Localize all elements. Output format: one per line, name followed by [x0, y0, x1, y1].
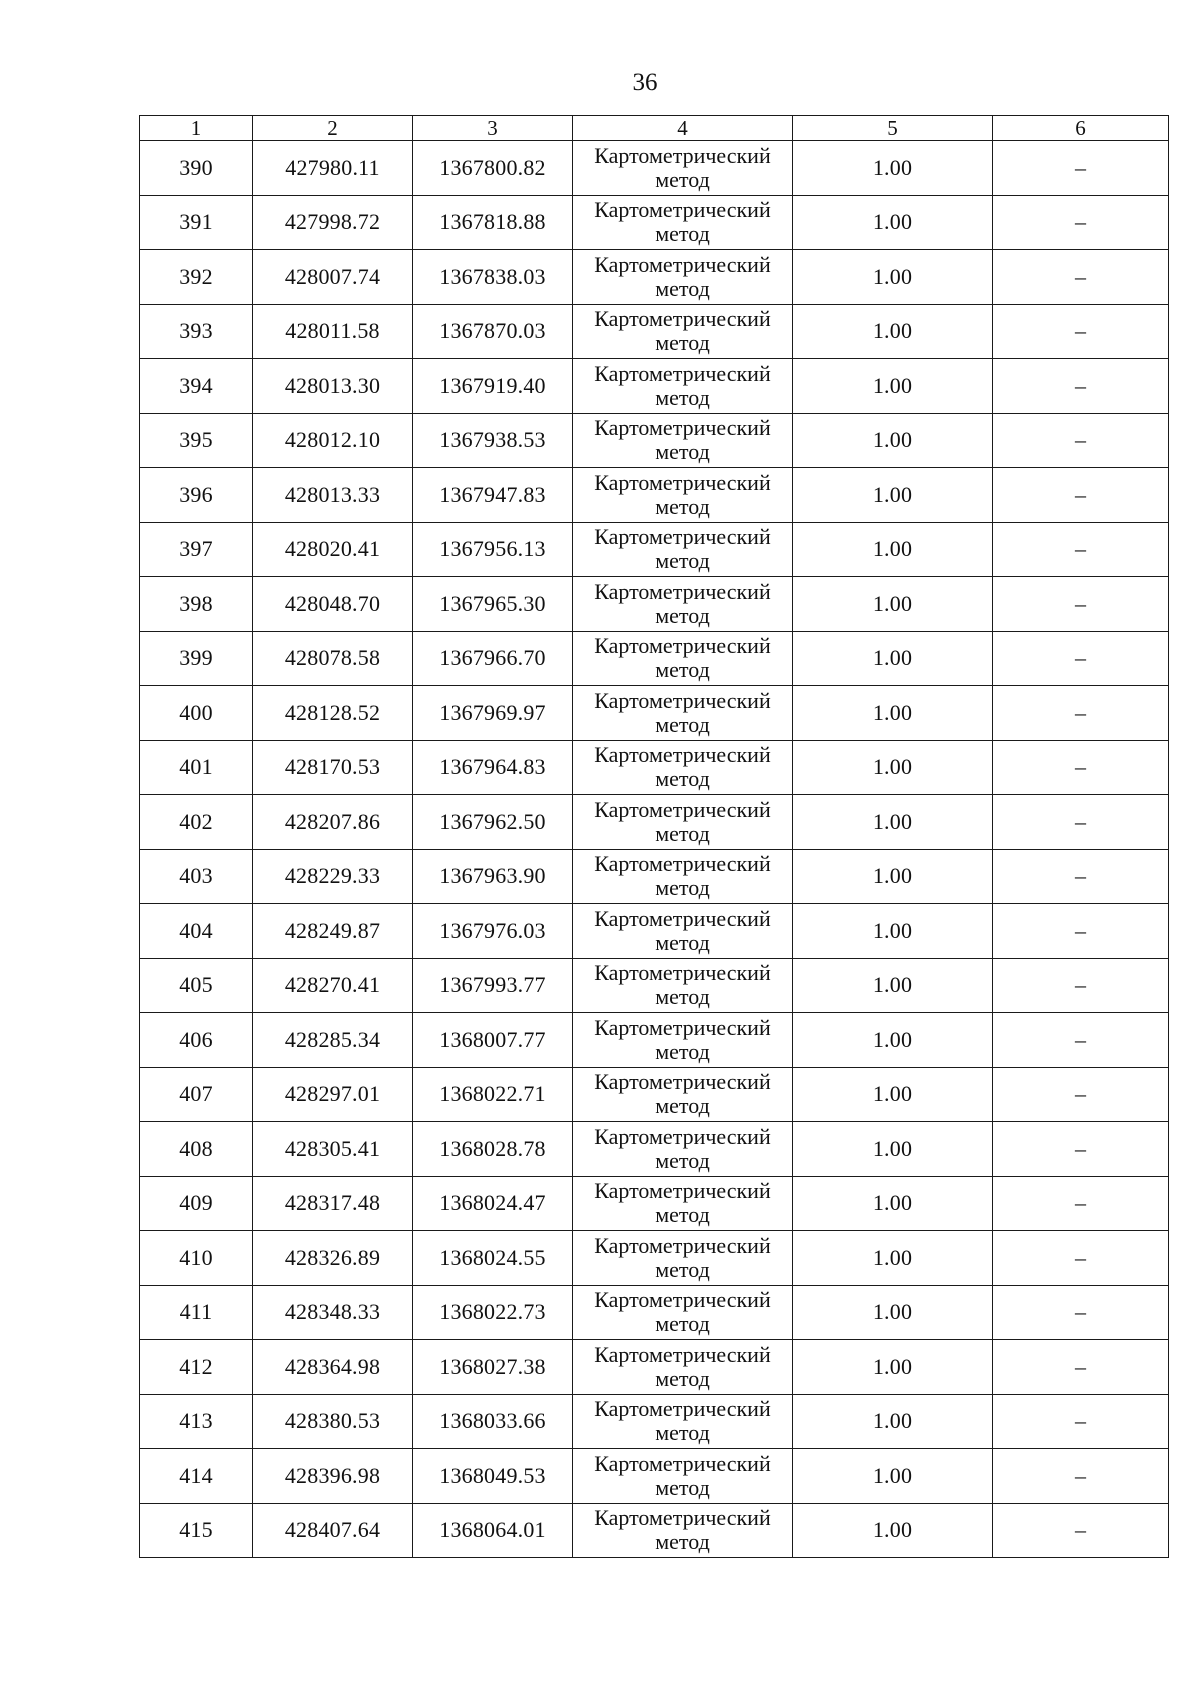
- point-number-cell: 406: [140, 1013, 253, 1068]
- note-cell: –: [993, 304, 1169, 359]
- note-cell: –: [993, 1340, 1169, 1395]
- method-cell: [573, 686, 793, 741]
- point-number-cell: 393: [140, 304, 253, 359]
- header-col-3: 3: [413, 116, 573, 141]
- accuracy-cell: 1.00: [793, 795, 993, 850]
- header-row: [140, 116, 1169, 141]
- method-text-line-2: метод: [655, 984, 710, 1010]
- x-coordinate-cell: 428270.41: [253, 958, 413, 1013]
- method-cell: [573, 250, 793, 305]
- y-coordinate-cell: 1367993.77: [413, 958, 573, 1013]
- y-coordinate-cell: 1368028.78: [413, 1122, 573, 1177]
- note-cell: –: [993, 1449, 1169, 1504]
- method-text-line-2: метод: [655, 711, 710, 737]
- method-text-line-2: метод: [655, 275, 710, 301]
- method-text-line-2: метод: [655, 439, 710, 465]
- method-text-line-2: метод: [655, 1093, 710, 1119]
- x-coordinate-cell: 428348.33: [253, 1285, 413, 1340]
- accuracy-cell: 1.00: [793, 359, 993, 414]
- method-cell: [573, 1394, 793, 1449]
- x-coordinate-cell: 428407.64: [253, 1503, 413, 1558]
- method-text-line-2: метод: [655, 1365, 710, 1391]
- accuracy-cell: 1.00: [793, 1122, 993, 1177]
- header-col-5: 5: [793, 116, 993, 141]
- accuracy-cell: 1.00: [793, 250, 993, 305]
- accuracy-cell: 1.00: [793, 141, 993, 196]
- accuracy-cell: 1.00: [793, 904, 993, 959]
- point-number-cell: 411: [140, 1285, 253, 1340]
- point-number-cell: 391: [140, 195, 253, 250]
- method-text-line-2: метод: [655, 493, 710, 519]
- method-text-line-1: Картометрический: [594, 1232, 771, 1258]
- table-row: [140, 795, 1169, 850]
- table-row: [140, 1340, 1169, 1395]
- method-text-line-1: Картометрический: [594, 1287, 771, 1313]
- point-number-cell: 397: [140, 522, 253, 577]
- accuracy-cell: 1.00: [793, 413, 993, 468]
- note-cell: –: [993, 740, 1169, 795]
- method-text-line-1: Картометрический: [594, 796, 771, 822]
- point-number-cell: 404: [140, 904, 253, 959]
- table-row: [140, 522, 1169, 577]
- table-header: [140, 116, 1169, 141]
- method-cell: [573, 631, 793, 686]
- table-row: [140, 740, 1169, 795]
- y-coordinate-cell: 1368024.47: [413, 1176, 573, 1231]
- table-row: [140, 1176, 1169, 1231]
- method-text-line-1: Картометрический: [594, 1450, 771, 1476]
- x-coordinate-cell: 428396.98: [253, 1449, 413, 1504]
- x-coordinate-cell: 427998.72: [253, 195, 413, 250]
- table-row: [140, 304, 1169, 359]
- accuracy-cell: 1.00: [793, 522, 993, 577]
- method-text-line-1: Картометрический: [594, 851, 771, 877]
- accuracy-cell: 1.00: [793, 1449, 993, 1504]
- x-coordinate-cell: 428020.41: [253, 522, 413, 577]
- method-text-line-2: метод: [655, 384, 710, 410]
- point-number-cell: 401: [140, 740, 253, 795]
- method-cell: [573, 1449, 793, 1504]
- method-text-line-1: Картометрический: [594, 687, 771, 713]
- y-coordinate-cell: 1367963.90: [413, 849, 573, 904]
- table-row: [140, 250, 1169, 305]
- method-text-line-1: Картометрический: [594, 251, 771, 277]
- table-row: [140, 849, 1169, 904]
- method-cell: [573, 904, 793, 959]
- method-text-line-2: метод: [655, 166, 710, 192]
- table-row: [140, 359, 1169, 414]
- x-coordinate-cell: 428380.53: [253, 1394, 413, 1449]
- x-coordinate-cell: 428048.70: [253, 577, 413, 632]
- accuracy-cell: 1.00: [793, 1340, 993, 1395]
- y-coordinate-cell: 1367964.83: [413, 740, 573, 795]
- accuracy-cell: 1.00: [793, 1067, 993, 1122]
- x-coordinate-cell: 428326.89: [253, 1231, 413, 1286]
- accuracy-cell: 1.00: [793, 468, 993, 523]
- header-col-4: 4: [573, 116, 793, 141]
- y-coordinate-cell: 1368007.77: [413, 1013, 573, 1068]
- note-cell: –: [993, 1231, 1169, 1286]
- y-coordinate-cell: 1367956.13: [413, 522, 573, 577]
- method-text-line-2: метод: [655, 1529, 710, 1555]
- note-cell: –: [993, 958, 1169, 1013]
- method-cell: [573, 1503, 793, 1558]
- table-row: [140, 577, 1169, 632]
- note-cell: –: [993, 359, 1169, 414]
- method-text-line-2: метод: [655, 766, 710, 792]
- note-cell: –: [993, 141, 1169, 196]
- accuracy-cell: 1.00: [793, 849, 993, 904]
- note-cell: –: [993, 1285, 1169, 1340]
- coordinates-table: [139, 115, 1169, 1558]
- method-text-line-1: Картометрический: [594, 524, 771, 550]
- point-number-cell: 399: [140, 631, 253, 686]
- method-text-line-1: Картометрический: [594, 960, 771, 986]
- y-coordinate-cell: 1368049.53: [413, 1449, 573, 1504]
- y-coordinate-cell: 1367965.30: [413, 577, 573, 632]
- accuracy-cell: 1.00: [793, 686, 993, 741]
- method-text-line-1: Картометрический: [594, 415, 771, 441]
- accuracy-cell: 1.00: [793, 740, 993, 795]
- accuracy-cell: 1.00: [793, 1013, 993, 1068]
- accuracy-cell: 1.00: [793, 1394, 993, 1449]
- note-cell: –: [993, 1503, 1169, 1558]
- method-text-line-2: метод: [655, 1311, 710, 1337]
- note-cell: –: [993, 1122, 1169, 1177]
- method-text-line-2: метод: [655, 929, 710, 955]
- method-text-line-2: метод: [655, 548, 710, 574]
- point-number-cell: 414: [140, 1449, 253, 1504]
- method-cell: [573, 1340, 793, 1395]
- x-coordinate-cell: 428078.58: [253, 631, 413, 686]
- note-cell: –: [993, 1013, 1169, 1068]
- note-cell: –: [993, 250, 1169, 305]
- method-text-line-2: метод: [655, 875, 710, 901]
- method-text-line-1: Картометрический: [594, 360, 771, 386]
- y-coordinate-cell: 1368027.38: [413, 1340, 573, 1395]
- method-cell: [573, 849, 793, 904]
- y-coordinate-cell: 1367838.03: [413, 250, 573, 305]
- note-cell: –: [993, 686, 1169, 741]
- y-coordinate-cell: 1368022.71: [413, 1067, 573, 1122]
- method-cell: [573, 1176, 793, 1231]
- method-cell: [573, 740, 793, 795]
- method-text-line-2: метод: [655, 1420, 710, 1446]
- y-coordinate-cell: 1368024.55: [413, 1231, 573, 1286]
- note-cell: –: [993, 413, 1169, 468]
- method-cell: [573, 413, 793, 468]
- point-number-cell: 413: [140, 1394, 253, 1449]
- header-col-2: 2: [253, 116, 413, 141]
- method-cell: [573, 1067, 793, 1122]
- x-coordinate-cell: 428011.58: [253, 304, 413, 359]
- table-row: [140, 686, 1169, 741]
- point-number-cell: 392: [140, 250, 253, 305]
- note-cell: –: [993, 1067, 1169, 1122]
- x-coordinate-cell: 428007.74: [253, 250, 413, 305]
- point-number-cell: 412: [140, 1340, 253, 1395]
- note-cell: –: [993, 468, 1169, 523]
- y-coordinate-cell: 1367962.50: [413, 795, 573, 850]
- point-number-cell: 408: [140, 1122, 253, 1177]
- y-coordinate-cell: 1368022.73: [413, 1285, 573, 1340]
- method-text-line-1: Картометрический: [594, 1505, 771, 1531]
- method-text-line-1: Картометрический: [594, 1069, 771, 1095]
- accuracy-cell: 1.00: [793, 304, 993, 359]
- table-row: [140, 904, 1169, 959]
- accuracy-cell: 1.00: [793, 1176, 993, 1231]
- y-coordinate-cell: 1367870.03: [413, 304, 573, 359]
- y-coordinate-cell: 1367919.40: [413, 359, 573, 414]
- method-text-line-1: Картометрический: [594, 742, 771, 768]
- note-cell: –: [993, 1394, 1169, 1449]
- method-text-line-2: метод: [655, 1202, 710, 1228]
- table-row: [140, 413, 1169, 468]
- method-cell: [573, 958, 793, 1013]
- method-text-line-1: Картометрический: [594, 1396, 771, 1422]
- y-coordinate-cell: 1367969.97: [413, 686, 573, 741]
- note-cell: –: [993, 522, 1169, 577]
- x-coordinate-cell: 428013.33: [253, 468, 413, 523]
- method-cell: [573, 1013, 793, 1068]
- point-number-cell: 410: [140, 1231, 253, 1286]
- method-text-line-2: метод: [655, 1474, 710, 1500]
- table-row: [140, 1231, 1169, 1286]
- note-cell: –: [993, 631, 1169, 686]
- note-cell: –: [993, 849, 1169, 904]
- table-row: [140, 631, 1169, 686]
- method-text-line-1: Картометрический: [594, 1341, 771, 1367]
- method-text-line-2: метод: [655, 602, 710, 628]
- table-row: [140, 1503, 1169, 1558]
- point-number-cell: 396: [140, 468, 253, 523]
- method-text-line-1: Картометрический: [594, 469, 771, 495]
- accuracy-cell: 1.00: [793, 631, 993, 686]
- method-text-line-1: Картометрический: [594, 1123, 771, 1149]
- point-number-cell: 405: [140, 958, 253, 1013]
- x-coordinate-cell: 428012.10: [253, 413, 413, 468]
- y-coordinate-cell: 1367966.70: [413, 631, 573, 686]
- y-coordinate-cell: 1367976.03: [413, 904, 573, 959]
- method-cell: [573, 468, 793, 523]
- x-coordinate-cell: 428285.34: [253, 1013, 413, 1068]
- page-number: 36: [632, 69, 658, 96]
- table-row: [140, 1394, 1169, 1449]
- method-text-line-2: метод: [655, 1256, 710, 1282]
- method-cell: [573, 1231, 793, 1286]
- table-row: [140, 468, 1169, 523]
- table-row: [140, 141, 1169, 196]
- x-coordinate-cell: 428229.33: [253, 849, 413, 904]
- method-cell: [573, 577, 793, 632]
- accuracy-cell: 1.00: [793, 958, 993, 1013]
- method-cell: [573, 1285, 793, 1340]
- table-row: [140, 1449, 1169, 1504]
- method-text-line-2: метод: [655, 1147, 710, 1173]
- table-row: [140, 1285, 1169, 1340]
- accuracy-cell: 1.00: [793, 195, 993, 250]
- method-text-line-1: Картометрический: [594, 633, 771, 659]
- note-cell: –: [993, 1176, 1169, 1231]
- accuracy-cell: 1.00: [793, 577, 993, 632]
- method-text-line-2: метод: [655, 820, 710, 846]
- x-coordinate-cell: 428207.86: [253, 795, 413, 850]
- y-coordinate-cell: 1368033.66: [413, 1394, 573, 1449]
- point-number-cell: 409: [140, 1176, 253, 1231]
- header-col-1: 1: [140, 116, 253, 141]
- table-row: [140, 1013, 1169, 1068]
- method-text-line-2: метод: [655, 221, 710, 247]
- table-row: [140, 958, 1169, 1013]
- method-text-line-1: Картометрический: [594, 197, 771, 223]
- x-coordinate-cell: 427980.11: [253, 141, 413, 196]
- header-col-6: 6: [993, 116, 1169, 141]
- x-coordinate-cell: 428305.41: [253, 1122, 413, 1177]
- method-text-line-2: метод: [655, 657, 710, 683]
- x-coordinate-cell: 428317.48: [253, 1176, 413, 1231]
- x-coordinate-cell: 428170.53: [253, 740, 413, 795]
- x-coordinate-cell: 428297.01: [253, 1067, 413, 1122]
- point-number-cell: 394: [140, 359, 253, 414]
- table-row: [140, 195, 1169, 250]
- point-number-cell: 402: [140, 795, 253, 850]
- point-number-cell: 400: [140, 686, 253, 741]
- x-coordinate-cell: 428013.30: [253, 359, 413, 414]
- method-text-line-2: метод: [655, 1038, 710, 1064]
- y-coordinate-cell: 1368064.01: [413, 1503, 573, 1558]
- note-cell: –: [993, 904, 1169, 959]
- method-cell: [573, 1122, 793, 1177]
- accuracy-cell: 1.00: [793, 1231, 993, 1286]
- x-coordinate-cell: 428249.87: [253, 904, 413, 959]
- accuracy-cell: 1.00: [793, 1285, 993, 1340]
- y-coordinate-cell: 1367947.83: [413, 468, 573, 523]
- table-body: [140, 141, 1169, 1558]
- point-number-cell: 395: [140, 413, 253, 468]
- method-text-line-1: Картометрический: [594, 1178, 771, 1204]
- method-text-line-1: Картометрический: [594, 905, 771, 931]
- method-text-line-2: метод: [655, 330, 710, 356]
- method-text-line-1: Картометрический: [594, 306, 771, 332]
- table-row: [140, 1067, 1169, 1122]
- point-number-cell: 407: [140, 1067, 253, 1122]
- table-row: [140, 1122, 1169, 1177]
- point-number-cell: 390: [140, 141, 253, 196]
- note-cell: –: [993, 795, 1169, 850]
- method-text-line-1: Картометрический: [594, 142, 771, 168]
- y-coordinate-cell: 1367800.82: [413, 141, 573, 196]
- method-cell: [573, 195, 793, 250]
- method-cell: [573, 304, 793, 359]
- note-cell: –: [993, 577, 1169, 632]
- accuracy-cell: 1.00: [793, 1503, 993, 1558]
- method-text-line-1: Картометрический: [594, 1014, 771, 1040]
- y-coordinate-cell: 1367938.53: [413, 413, 573, 468]
- method-cell: [573, 359, 793, 414]
- note-cell: –: [993, 195, 1169, 250]
- y-coordinate-cell: 1367818.88: [413, 195, 573, 250]
- point-number-cell: 403: [140, 849, 253, 904]
- x-coordinate-cell: 428128.52: [253, 686, 413, 741]
- point-number-cell: 398: [140, 577, 253, 632]
- x-coordinate-cell: 428364.98: [253, 1340, 413, 1395]
- method-cell: [573, 795, 793, 850]
- method-text-line-1: Картометрический: [594, 578, 771, 604]
- point-number-cell: 415: [140, 1503, 253, 1558]
- method-cell: [573, 522, 793, 577]
- method-cell: [573, 141, 793, 196]
